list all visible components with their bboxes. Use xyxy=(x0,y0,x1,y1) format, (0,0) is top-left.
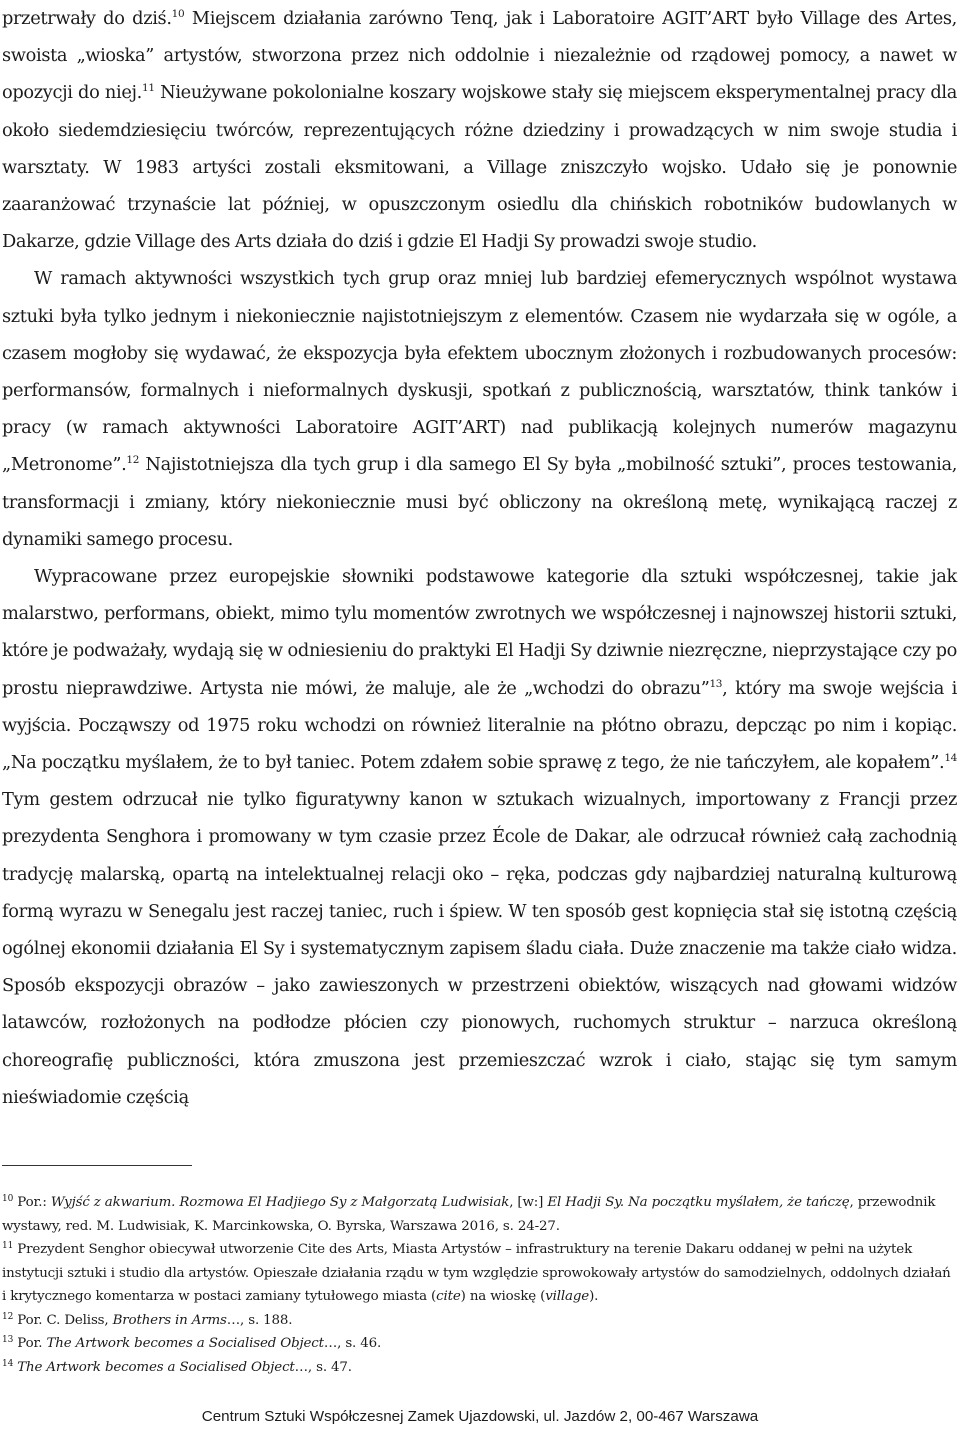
footnote-12 xyxy=(2,1309,957,1333)
text-run: Tym gestem odrzucał nie tylko figuratywny kanon w sztukach wizualnych, importowany z Francji przez prezydenta Senghora i promowany w tym czasie przez École de Dakar, ale odrzucał również całą zachodnią tradycję malarską, opartą na intelektualnej relacji oko – ręka, podczas gdy najbardziej naturalną kulturową formą wyrazu w Senegalu jest raczej taniec, ruch i śpiew. W ten sposób gest kopnięcia stał się istotną częścią ogólnej ekonomii działania El Sy i systematycznym zapisem śladu ciała. Duże znaczenie ma także ciało widza. Sposób ekspozycji obrazów – jako zawieszonych w przestrzeni obiektów, wiszących nad głowami widzów latawców, rozłożonych na podłodze płócien czy pionowych, ruchomych struktur – narzuca określoną choreografię publiczności, która zmuszona jest przemieszczać wzrok i ciało, stając się tym samym nieświadomie częścią xyxy=(2,789,957,1108)
italic-text: village xyxy=(545,1289,590,1304)
text-run: Najistotniejsza dla tych grup i dla samego El Sy była „mobilność sztuki”, proces testowania, transformacji i zmiany, który niekoniecznie musi być obliczony na określoną metę, wynikającą raczej z dynamiki samego procesu. xyxy=(2,454,957,550)
footnote-marker: 13 xyxy=(2,1335,14,1345)
text-run: przetrwały do dziś. xyxy=(2,8,172,29)
text-run: Prezydent Senghor obiecywał utworzenie Cite des Arts, Miasta Artystów – infrastruktury na terenie Dakaru oddanej w pełni na użytek instytucji sztuki i studio dla artystów. Opieszałe działania rządu w tym względzie sprowokowały artystów do samodzielnych, oddolnych działań i krytycznego komentarza w postaci zamiany tytułowego miasta ( xyxy=(2,1242,951,1304)
italic-text: El Hadji Sy. Na początku myślałem, że tańczę xyxy=(547,1195,850,1210)
body-text xyxy=(2,0,957,1116)
italic-text: The Artwork becomes a Socialised Object xyxy=(46,1336,324,1351)
footnote-separator xyxy=(2,1165,192,1166)
footnote-marker: 10 xyxy=(171,8,185,20)
italic-text: The Artwork becomes a Socialised Object xyxy=(17,1359,295,1375)
text-run: , [w:] xyxy=(509,1195,548,1210)
text-run: Por. xyxy=(13,1336,47,1351)
footnote-10 xyxy=(2,1191,957,1238)
text-run: …, s. 47. xyxy=(294,1359,352,1375)
text-run: Miejscem działania zarówno Tenq, jak i Laboratoire AGIT’ART było Village des Artes, swoista „wioska” artystów, stworzona przez nich oddolnie i niezależnie od rządowej pomocy, a nawet w opozycji do niej. xyxy=(2,8,957,104)
footnote-marker: 13 xyxy=(709,677,723,690)
footnote-marker: 14 xyxy=(944,752,957,765)
text-run: …, s. 188. xyxy=(226,1312,293,1328)
footnote-marker: 12 xyxy=(2,1311,14,1322)
footnote-marker: 11 xyxy=(2,1241,14,1251)
footnotes xyxy=(2,1191,957,1379)
page-footer: Centrum Sztuki Współczesnej Zamek Ujazdowski, ul. Jazdów 2, 00-467 Warszawa xyxy=(201,1408,759,1425)
paragraph xyxy=(2,558,957,1116)
text-run: Wypracowane przez europejskie słowniki podstawowe kategorie dla sztuki współczesnej, takie jak malarstwo, performans, obiekt, mimo tylu momentów zwrotnych we współczesnej i najnowszej historii sztuki, które je podważały, wydają się w odniesieniu do praktyki El Hadji Sy dziwnie niezręczne, nieprzystające czy po prostu nieprawdziwe. Artysta nie mówi, że maluje, ale że „wchodzi do obrazu” xyxy=(2,566,957,699)
paragraph xyxy=(2,260,957,558)
footnote-marker: 11 xyxy=(141,82,155,95)
text-run: Por.: xyxy=(13,1195,51,1210)
text-run: ) na wioskę ( xyxy=(460,1289,546,1304)
text-run: W ramach aktywności wszystkich tych grup oraz mniej lub bardziej efemerycznych wspólnot wystawa sztuki była tylko jednym i niekoniecznie najistotniejszym z elementów. Czasem nie wydarzała się w ogóle, a czasem mogłoby się wydawać, że ekspozycja była efektem ubocznym złożonych i rozbudowanych procesów: performansów, formalnych i nieformalnych dyskusji, spotkań z publicznością, warsztatów, think tanków i pracy (w ramach aktywności Laboratoire AGIT’ART) nad publikacją kolejnych numerów magazynu „Metronome”. xyxy=(2,268,957,476)
paragraph xyxy=(2,0,957,260)
footnote-marker: 14 xyxy=(2,1358,14,1369)
footnote-marker: 10 xyxy=(2,1194,14,1204)
italic-text: cite xyxy=(436,1289,461,1304)
italic-text: Wyjść z akwarium. Rozmowa El Hadjiego Sy z Małgorzatą Ludwisiak xyxy=(50,1195,510,1210)
footnote-14 xyxy=(2,1356,957,1380)
footnote-marker: 12 xyxy=(126,454,140,467)
text-run: Nieużywane pokolonialne koszary wojskowe stały się miejscem eksperymentalnej pracy dla około siedemdziesięciu twórców, reprezentujących różne dziedziny i prowadzących w nim swoje studia i warsztaty. W 1983 artyści zostali eksmitowani, a Village zniszczyło wojsko. Udało się je ponownie zaaranżować trzynaście lat później, w opuszczonym osiedlu dla chińskich robotników budowlanych w Dakarze, gdzie Village des Arts działa do dziś i gdzie El Hadji Sy prowadzi swoje studio. xyxy=(2,82,957,253)
footnote-13 xyxy=(2,1332,957,1356)
text-run: Por. C. Deliss, xyxy=(13,1312,113,1328)
text-run: , przewodnik wystawy, red. M. Ludwisiak, K. Marcinkowska, O. Byrska, Warszawa 2016, s. 24-27. xyxy=(2,1195,936,1234)
text-run: , który ma swoje wejścia i wyjścia. Począwszy od 1975 roku wchodzi on również literalnie na płótno obrazu, depcząc po nim i kopiąc. „Na początku myślałem, że to był taniec. Potem zdałem sobie sprawę z tego, że nie tańczyłem, ale kopałem”. xyxy=(2,677,957,774)
text-run: …, s. 46. xyxy=(323,1336,382,1351)
italic-text: Brothers in Arms xyxy=(112,1312,227,1328)
footnote-11 xyxy=(2,1238,957,1309)
text-run: ). xyxy=(589,1289,599,1304)
